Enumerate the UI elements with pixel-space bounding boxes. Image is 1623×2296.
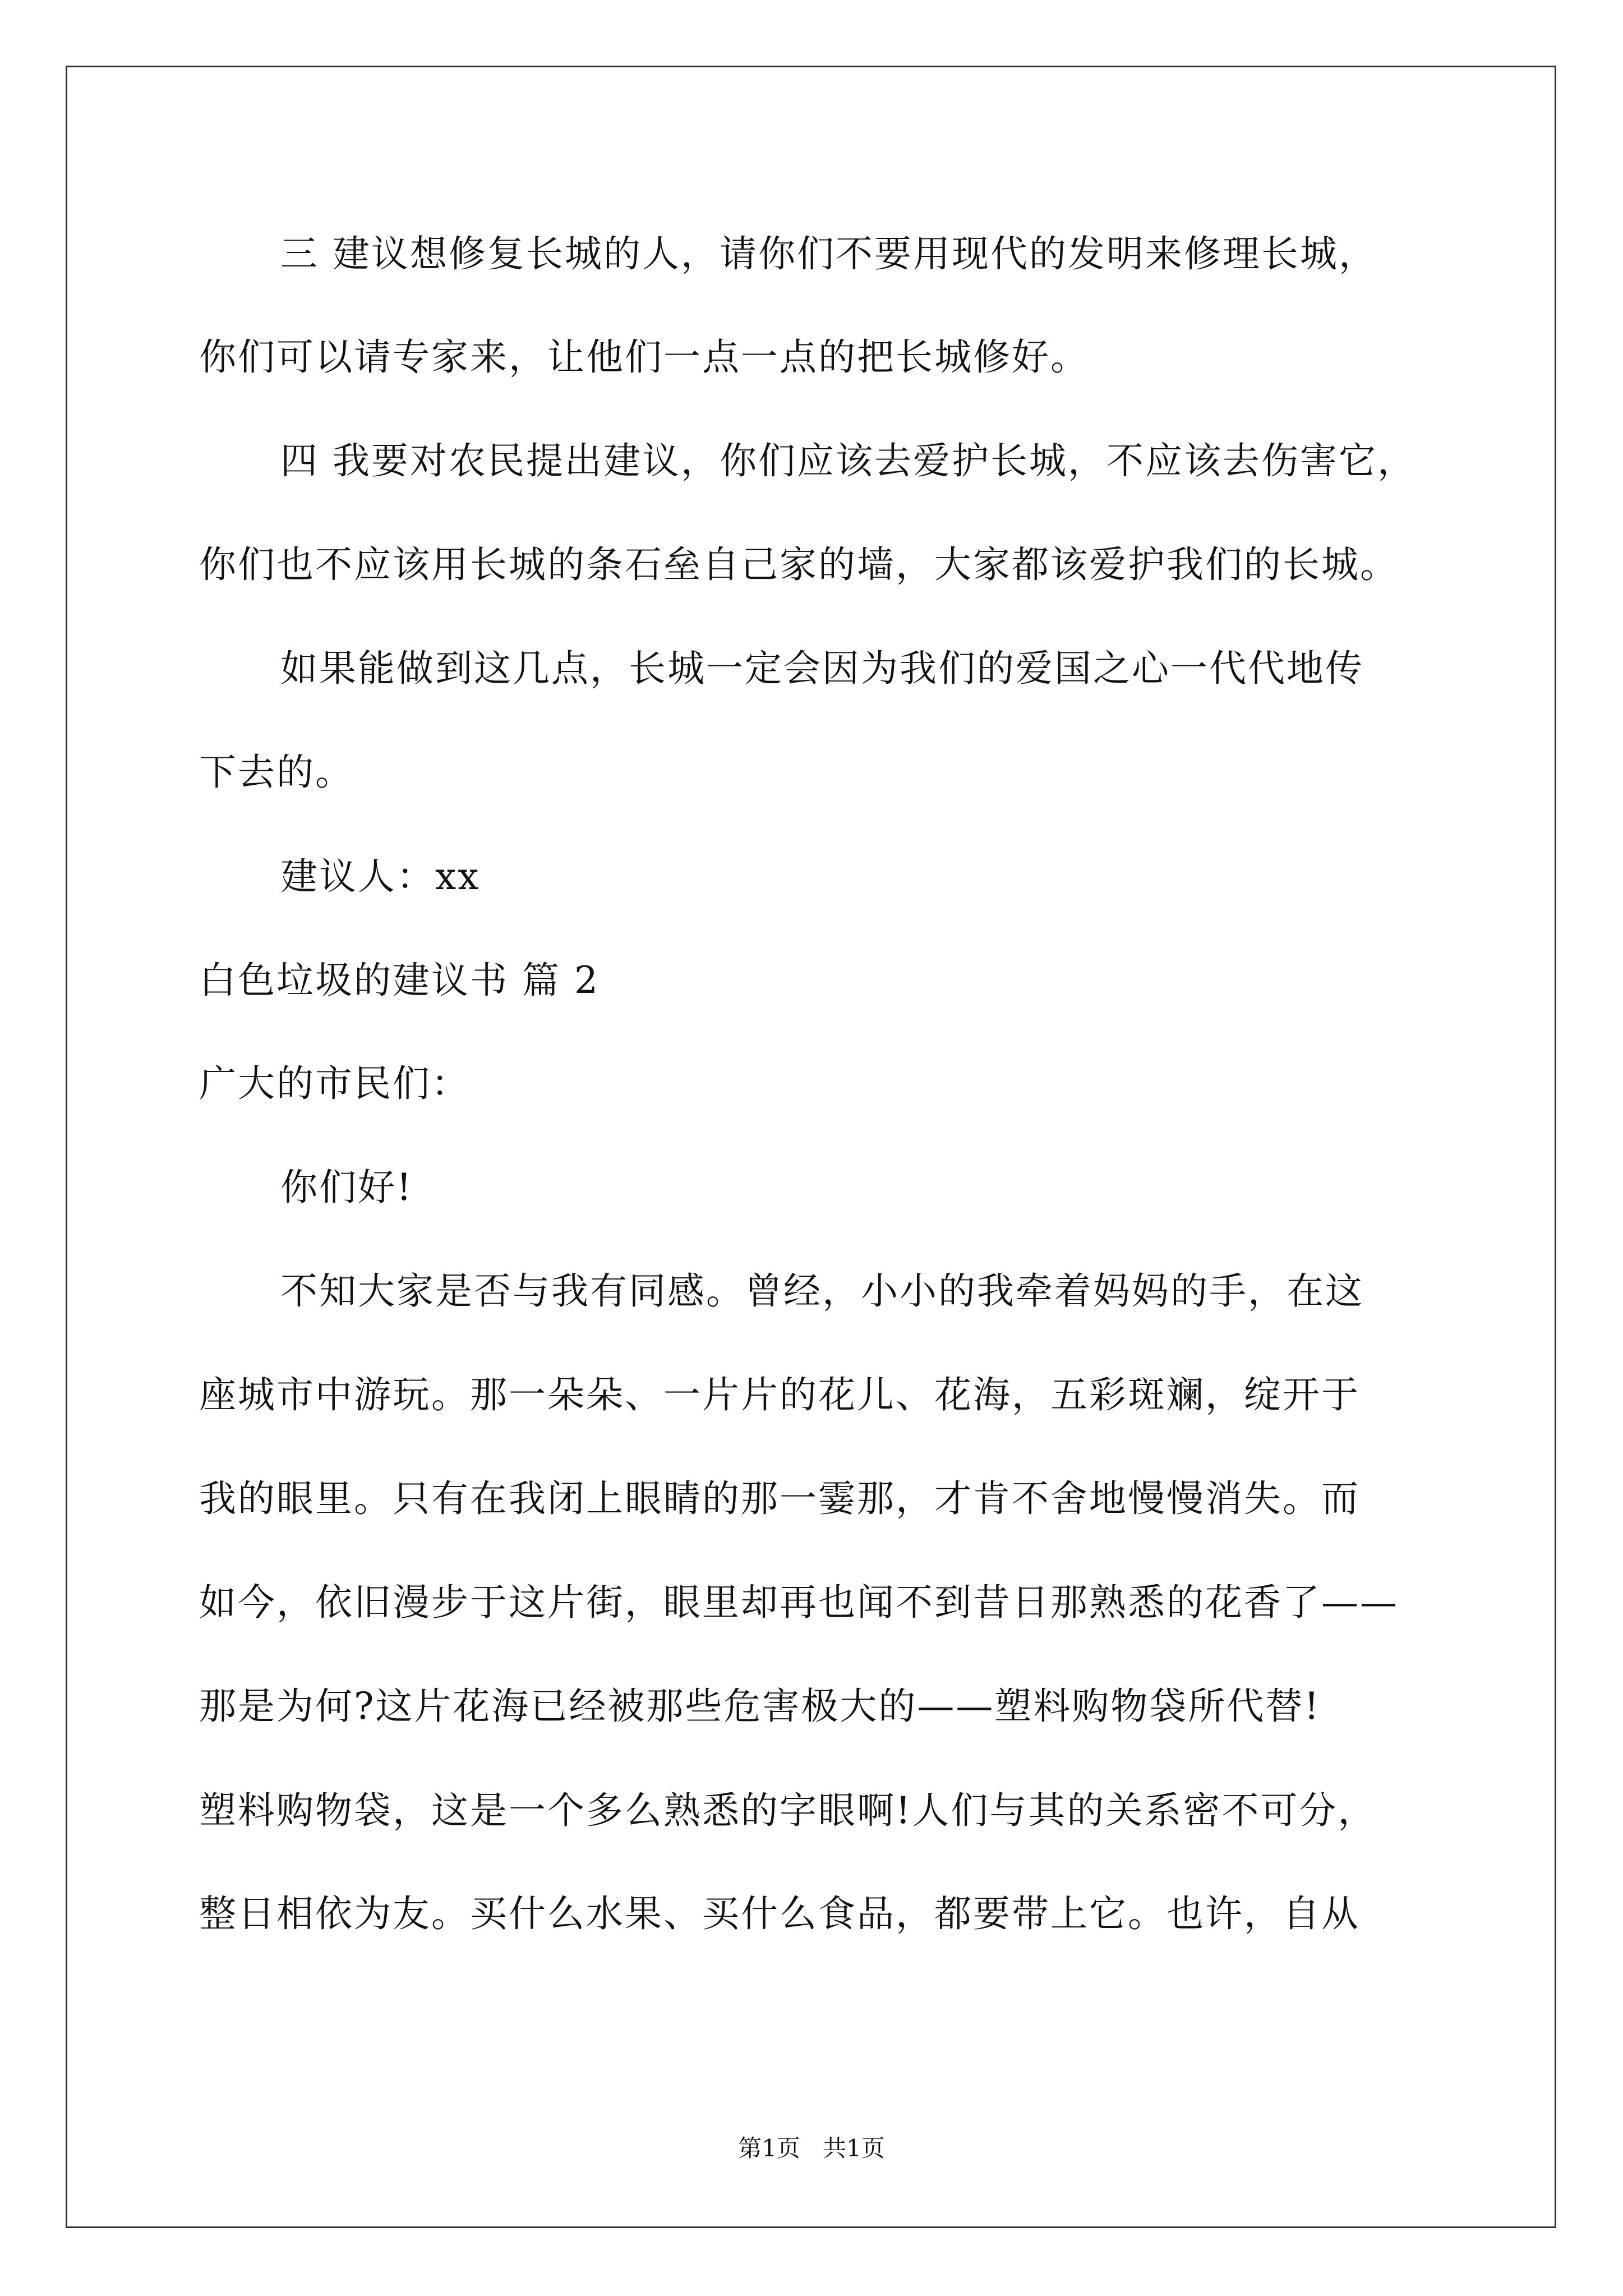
salutation: 广大的市民们： (199, 1062, 470, 1105)
paragraph-line: 塑料购物袋，这是一个多么熟悉的字眼啊!人们与其的关系密不可分， (199, 1789, 1377, 1832)
section-heading: 白色垃圾的建议书 篇 2 (199, 959, 600, 1002)
paragraph-line: 那是为何?这片花海已经被那些危害极大的——塑料购物袋所代替! (199, 1685, 1321, 1728)
page-footer: 第1页 共1页 (738, 2134, 885, 2162)
paragraph-line: 我的眼里。只有在我闭上眼睛的那一霎那，才肯不舍地慢慢消失。而 (199, 1477, 1360, 1520)
greeting: 你们好! (280, 1166, 413, 1209)
paragraph-line: 座城市中游玩。那一朵朵、一片片的花儿、花海，五彩斑斓，绽开于 (199, 1373, 1360, 1416)
paragraph-line: 你们也不应该用长城的条石垒自己家的墙，大家都该爱护我们的长城。 (199, 543, 1399, 586)
signature-line: 建议人：xx (280, 855, 481, 898)
paragraph-line: 不知大家是否与我有同感。曾经，小小的我牵着妈妈的手，在这 (280, 1269, 1364, 1313)
paragraph-line: 下去的。 (199, 751, 354, 794)
paragraph-line: 整日相依为友。买什么水果、买什么食品，都要带上它。也许，自从 (199, 1892, 1360, 1935)
paragraph-line: 四 我要对农民提出建议，你们应该去爱护长城，不应该去伤害它， (280, 439, 1416, 482)
paragraph-line: 三 建议想修复长城的人，请你们不要用现代的发明来修理长城， (280, 232, 1377, 275)
paragraph-line: 如果能做到这几点，长城一定会因为我们的爱国之心一代代地传 (280, 647, 1364, 690)
paragraph-line: 如今，依旧漫步于这片街，眼里却再也闻不到昔日那熟悉的花香了—— (199, 1581, 1399, 1624)
paragraph-line: 你们可以请专家来，让他们一点一点的把长城修好。 (199, 335, 1089, 379)
